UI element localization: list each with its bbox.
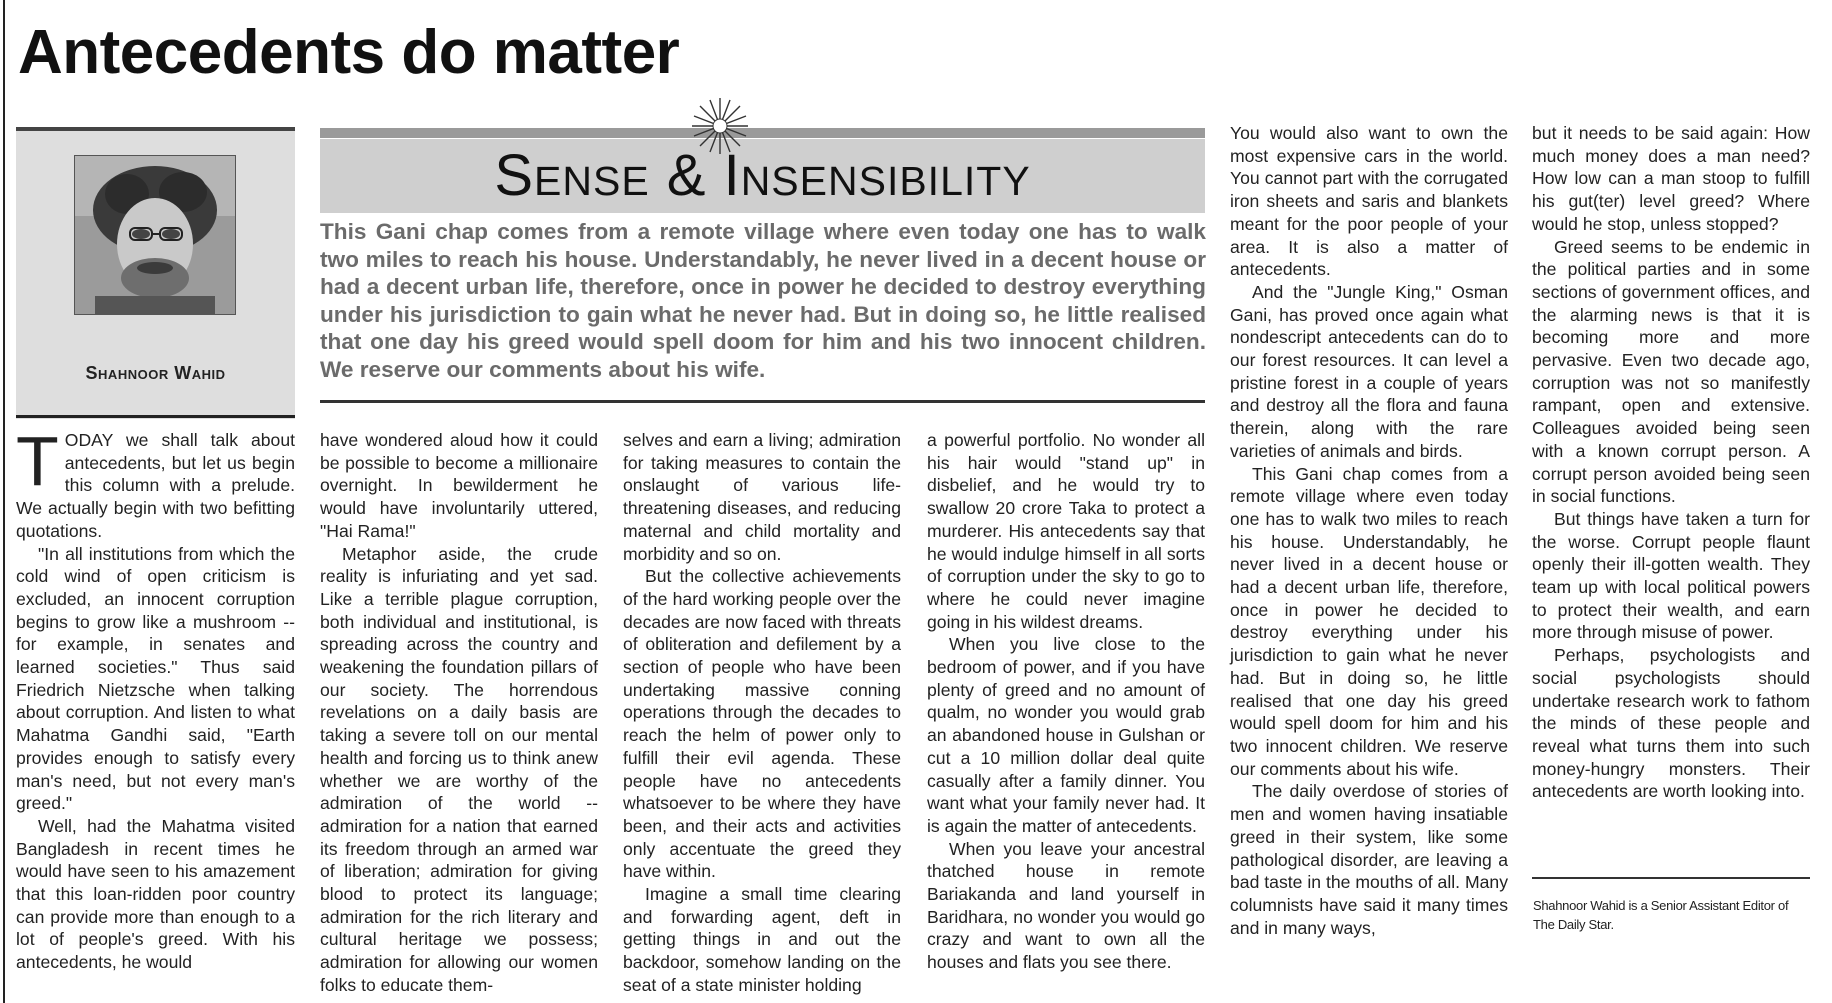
paragraph: a powerful portfolio. No wonder all his hair would "stand up" in disbelief, and he would try to swallow 20 crore Taka to protect a murderer. His antecedents say that he would indulge himself in all sorts of corruption under the sky to go to where he could never imagine going in his wildest dreams. [927,430,1205,632]
author-box [16,127,295,419]
author-rule [16,415,295,418]
paragraph: "In all institutions from which the cold wind of open criticism is excluded, an innocent corruption begins to grow like a mushroom -- for example, in senates and learned societies." Thus said Friedrich Nietzsche when talking about corruption. And listen to what Mahatma Gandhi said, "Earth provides enough to satisfy every man's need, but not every man's greed." [16,543,295,814]
article-column-1 [16,422,295,974]
paragraph: This Gani chap comes from a remote village where even today one has to walk two miles to reach his house. Understandably, he never lived in a decent house or had a decent urban life, therefore, once in power he decided to destroy everything under his jurisdiction to gain what he never had. But in doing so, he little realised that one day his greed would spell doom for him and his two innocent children. We reserve our comments about his wife. [1230,463,1508,779]
page-edge-rule [3,0,5,1003]
paragraph: But the collective achievements of the hard working people over the decades are now faced with threats of obliteration and defilement by a section of people who have been undertaking massive conning operations through the decades to reach the helm of power only to fulfill their evil agenda. These people have no antecedents whatsoever to be where they have been, and their acts and activities only accentuate the greed they have within. [623,566,901,882]
footnote-line: Shahnoor Wahid is a Senior Assistant Editor of [1533,898,1789,913]
headline: Antecedents do matter [18,18,680,87]
paragraph: But things have taken a turn for the worse. Corrupt people flaunt openly their ill-gotten wealth. They team up with local political powers to protect their wealth, and earn more through misuse of power. [1532,508,1810,643]
starburst-icon [690,96,750,156]
deck-rule [320,400,1205,403]
author-name: Shahnoor Wahid [85,363,226,383]
paragraph: You would also want to own the most expensive cars in the world. You cannot part with the corrugated iron sheets and saris and blankets meant for the poor people of your area. It is also a matter of antecedents. [1230,123,1508,280]
author-portrait [74,155,236,315]
paragraph: The daily overdose of stories of men and women having insatiable greed in their system, like some pathological disorder, are leaving a bad taste in the mouths of all. Many columnists have said it many times and in many ways, [1230,781,1508,938]
article-column-4 [927,429,1205,974]
author-footnote [1533,896,1818,934]
deck-summary: This Gani chap comes from a remote village where even today one has to walk two miles to reach his house. Understandably, he never lived in a decent house or had a decent urban life, therefore, once in power he decided to destroy everything under his jurisdiction to gain what he never had. But in doing so, he little realised that one day his greed would spell doom for him and his two innocent children. We reserve our comments about his wife. [320,219,1206,382]
paragraph: Imagine a small time clearing and forwarding agent, deft in getting things in and out the backdoor, somehow landing on the seat of a state minister holding [623,884,901,995]
drop-cap: T [16,422,59,500]
column-title: Sense & Insensibility [494,143,1031,208]
article-column-3 [623,429,901,997]
paragraph: And the "Jungle King," Osman Gani, has proved once again what nondescript antecedents can do to our forest resources. It can level a pristine forest in a couple of years and destroy all the flora and fauna therein, along with the rare varieties of animals and birds. [1230,281,1508,461]
footnote-line: The Daily Star. [1533,917,1614,932]
paragraph: TODAY we shall talk about antecedents, but let us begin this column with a prelude. We actually begin with two befitting quotations. [16,422,295,541]
article-column-5 [1230,122,1508,939]
paragraph: Metaphor aside, the crude reality is infuriating and yet sad. Like a terrible plague corruption, both individual and institutional, is spreading across the country and weakening the foundation pillars of our society. The horrendous revelations on a daily basis are taking a severe toll on our mental health and forcing us to think anew whether we are worthy of the admiration of the world -- admiration for a nation that earned its freedom through an armed war of liberation; admiration for giving blood to protect its language; admiration for the rich literary and cultural heritage we possess; admiration for allowing our women folks to educate them- [320,543,598,995]
paragraph: Perhaps, psychologists and social psychologists should undertake research work to fathom the minds of these people and reveal what turns them into such money-hungry monsters. Their antecedents are worth looking into. [1532,645,1810,802]
paragraph: When you live close to the bedroom of power, and if you have plenty of greed and no amount of qualm, no wonder you would grab an abandoned house in Gulshan or cut a 10 million dollar deal quite casually after a family dinner. You want what your family never had. It is again the matter of antecedents. [927,634,1205,836]
footnote-rule [1532,877,1810,879]
author-photo-illustration [75,156,235,314]
paragraph: When you leave your ancestral thatched house in remote Bariakanda and land yourself in Baridhara, no wonder you would go crazy and want to own all the houses and flats you see there. [927,838,1205,973]
paragraph: have wondered aloud how it could be possible to become a millionaire overnight. In bewilderment he would have involuntarily uttered, "Hai Rama!" [320,430,598,541]
paragraph: Well, had the Mahatma visited Bangladesh in recent times he would have seen to his amazement that this loan-ridden poor country can provide more than enough to a lot of people's greed. With his antecedents, he would [16,815,295,973]
paragraph: selves and earn a living; admiration for taking measures to contain the onslaught of various life-threatening diseases, and reducing maternal and child mortality and morbidity and so on. [623,430,901,564]
article-column-2 [320,429,598,997]
column-banner [320,139,1205,213]
paragraph: Greed seems to be endemic in the political parties and in some sections of government offices, and the alarming news is that it is becoming more and more pervasive. Even two decade ago, corruption was not so manifestly rampant, open and extensive. Colleagues avoided being seen with a known corrupt person. A corrupt person avoided being seen in social functions. [1532,236,1810,507]
banner-top-bar [320,128,1205,138]
article-column-6 [1532,122,1810,803]
paragraph: but it needs to be said again: How much money does a man need? How low can a man stoop to fulfill his gut(ter) level greed? Where would he stop, unless stopped? [1532,123,1810,234]
